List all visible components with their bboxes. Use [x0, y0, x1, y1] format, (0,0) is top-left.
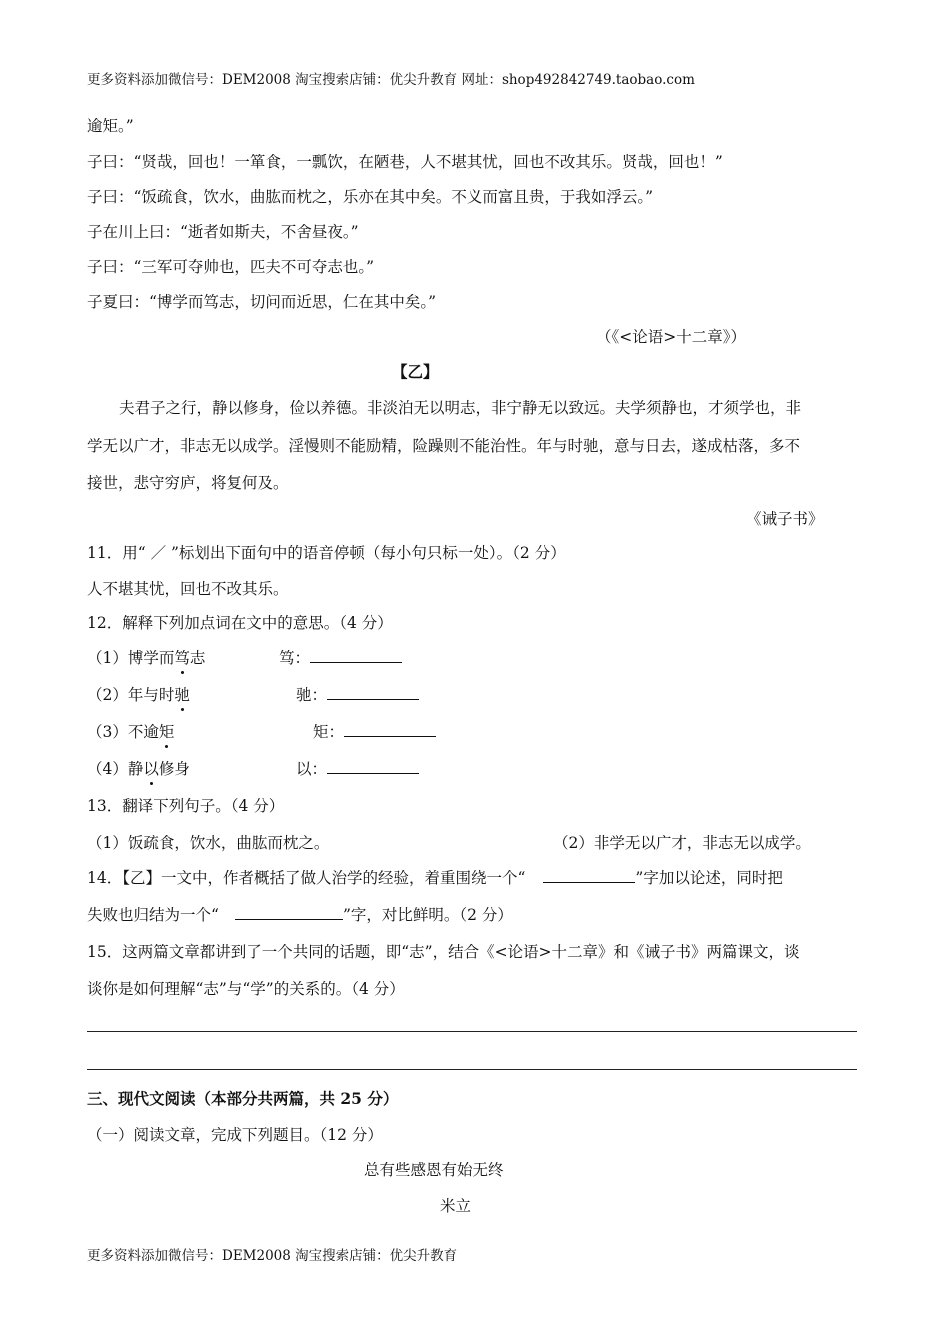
dotted-char: 笃 [174, 649, 190, 667]
answer-label: 笃： [279, 649, 311, 667]
answer-blank-1[interactable] [310, 648, 402, 663]
section3-title: 三、现代文阅读（本部分共两篇，共 25 分） [87, 1089, 399, 1108]
answer-blank-2[interactable] [327, 685, 419, 700]
item-post: 志 [189, 649, 206, 667]
answer-label: 驰： [296, 686, 328, 704]
q12-item-3 [87, 722, 174, 742]
yi-source: 《诫子书》 [746, 510, 824, 528]
q12-title: 12．解释下列加点词在文中的意思。（4 分） [87, 614, 393, 632]
jia-line-1: 逾矩。” [87, 117, 134, 135]
q14-line-2 [87, 905, 513, 925]
yi-heading: 【乙】 [392, 362, 439, 381]
jia-line-5: 子曰：“三军可夺帅也，匹夫不可夺志也。” [87, 258, 375, 276]
page-footer: 更多资料添加微信号：DEM2008 淘宝搜索店铺：优尖升教育 [87, 1248, 458, 1264]
answer-label: 以： [296, 760, 328, 778]
dotted-char: 矩 [158, 723, 175, 741]
item-pre: 年与时 [127, 686, 175, 704]
q13-title: 13．翻译下列句子。（4 分） [87, 797, 285, 815]
answer-blank-3[interactable] [344, 722, 436, 737]
article-author: 米立 [440, 1197, 472, 1215]
item-num: （1） [87, 649, 128, 667]
item-pre: 不逾 [127, 723, 159, 741]
q12-answer-3 [313, 722, 436, 742]
q13-sentence-1: （1）饭疏食，饮水，曲肱而枕之。 [87, 834, 330, 852]
q14-text-3: 失败也归结为一个“ [87, 906, 219, 924]
jia-source: （《<论语>十二章》） [596, 328, 746, 346]
yi-line-2: 学无以广才，非志无以成学。淫慢则不能励精，险躁则不能治性。年与时驰，意与日去，遂成枯落，多不 [87, 437, 801, 455]
item-post: 修身 [158, 760, 190, 778]
dotted-char: 驰 [174, 686, 190, 704]
article-title: 总有些感恩有始无终 [364, 1161, 504, 1179]
q12-answer-1 [279, 648, 402, 668]
q14-line-1 [87, 868, 783, 888]
q14-text-2: ”字加以论述，同时把 [635, 869, 783, 887]
item-num: （3） [87, 723, 128, 741]
answer-line-2[interactable] [87, 1069, 857, 1070]
q11-sentence: 人不堪其忧，回也不改其乐。 [87, 580, 289, 598]
jia-line-3: 子曰：“饭疏食，饮水，曲肱而枕之，乐亦在其中矣。不义而富且贵，于我如浮云。” [87, 188, 654, 206]
jia-line-4: 子在川上曰：“逝者如斯夫，不舍昼夜。” [87, 223, 359, 241]
q15-line-1: 15．这两篇文章都讲到了一个共同的话题，即“志”，结合《<论语>十二章》和《诫子书》两篇课文，谈 [87, 943, 800, 961]
item-num: （2） [87, 686, 128, 704]
q12-item-4 [87, 759, 190, 779]
q14-text-1: 14．【乙】一文中，作者概括了做人治学的经验，着重围绕一个“ [87, 869, 526, 887]
item-pre: 博学而 [127, 649, 175, 667]
q12-item-2 [87, 685, 190, 705]
q14-text-4: ”字，对比鲜明。（2 分） [342, 906, 513, 924]
q11-title: 11．用“ ／ ”标划出下面句中的语音停顿（每小句只标一处）。（2 分） [87, 544, 566, 562]
answer-label: 矩： [313, 723, 345, 741]
q12-answer-4 [296, 759, 419, 779]
jia-line-6: 子夏曰：“博学而笃志，切问而近思，仁在其中矣。” [87, 293, 437, 311]
q14-blank-2[interactable] [235, 905, 343, 920]
q15-line-2: 谈你是如何理解“志”与“学”的关系的。（4 分） [87, 980, 405, 998]
q12-answer-2 [296, 685, 419, 705]
q14-blank-1[interactable] [543, 868, 635, 883]
q13-sentence-2: （2）非学无以广才，非志无以成学。 [553, 834, 811, 852]
yi-line-1: 夫君子之行，静以修身，俭以养德。非淡泊无以明志，非宁静无以致远。夫学须静也，才须学也，非 [119, 399, 802, 417]
jia-line-2: 子曰：“贤哉，回也！一箪食，一瓢饮，在陋巷，人不堪其忧，回也不改其乐。贤哉，回也！” [87, 153, 723, 171]
yi-line-3: 接世，悲守穷庐，将复何及。 [87, 474, 289, 492]
answer-line-1[interactable] [87, 1031, 857, 1032]
item-pre: 静 [127, 760, 144, 778]
page-header: 更多资料添加微信号：DEM2008 淘宝搜索店铺：优尖升教育 网址：shop492842749.taobao.com [87, 72, 695, 88]
q12-item-1 [87, 648, 205, 668]
answer-blank-4[interactable] [327, 759, 419, 774]
item-num: （4） [87, 760, 128, 778]
dotted-char: 以 [143, 760, 159, 778]
section3-sub: （一）阅读文章，完成下列题目。（12 分） [87, 1126, 383, 1144]
